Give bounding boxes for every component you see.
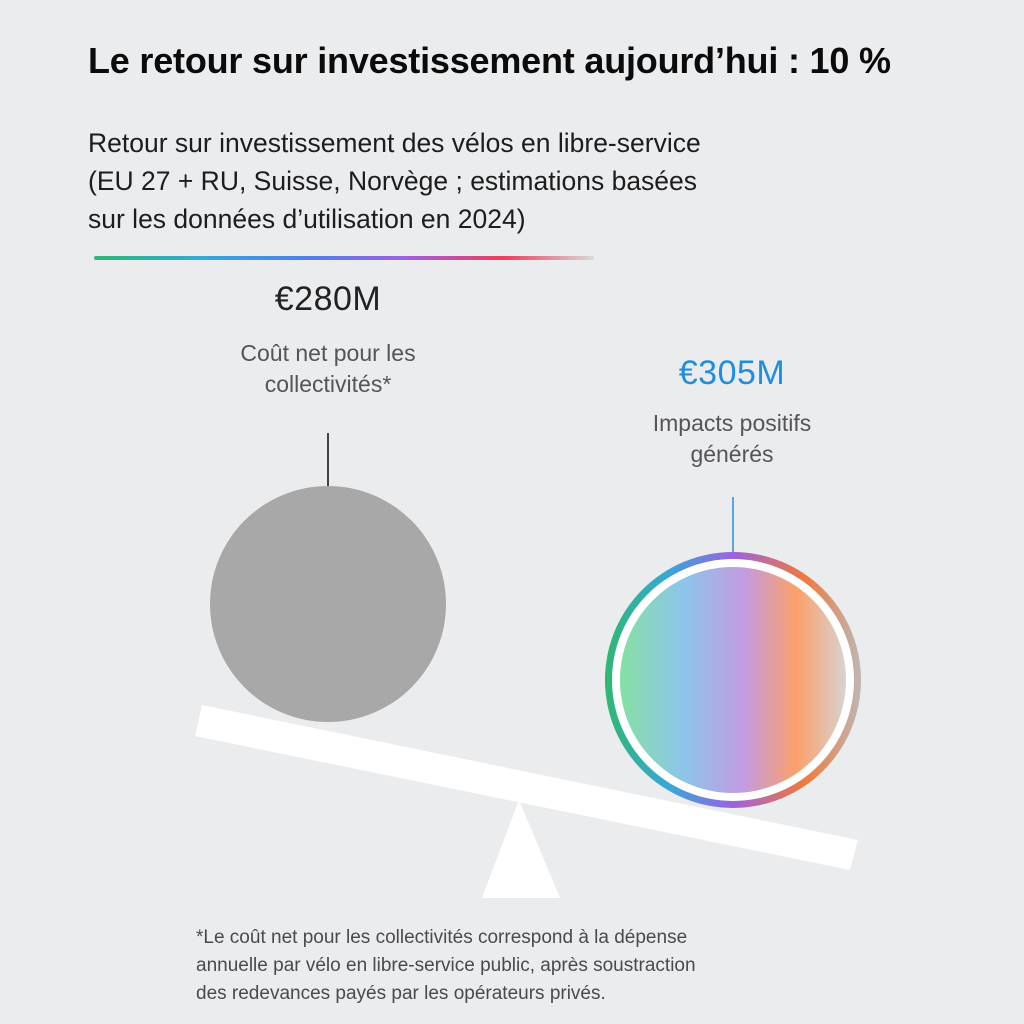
footnote-line-1: *Le coût net pour les collectivités correspond à la dépense bbox=[196, 927, 688, 948]
right-caption bbox=[592, 408, 872, 470]
footnote-line-3: des redevances payés par les opérateurs privés. bbox=[196, 983, 606, 1004]
rainbow-weight-ball bbox=[620, 567, 846, 793]
subtitle-line-3: sur les données d’utilisation en 2024) bbox=[88, 204, 526, 234]
subtitle-line-1: Retour sur investissement des vélos en libre-service bbox=[88, 128, 701, 158]
left-caption bbox=[188, 338, 468, 400]
gray-weight-ball bbox=[210, 486, 446, 722]
fulcrum-triangle bbox=[482, 800, 560, 898]
page-title: Le retour sur investissement aujourd’hui : 10 % bbox=[88, 40, 891, 81]
left-caption-line-2: collectivités* bbox=[264, 371, 392, 397]
right-caption-line-1: Impacts positifs bbox=[652, 410, 812, 436]
subtitle-line-2: (EU 27 + RU, Suisse, Norvège ; estimations basées bbox=[88, 166, 698, 196]
left-caption-line-1: Coût net pour les bbox=[240, 340, 416, 366]
right-amount: €305M bbox=[678, 354, 786, 392]
right-caption-line-2: générés bbox=[690, 441, 774, 467]
footnote bbox=[196, 924, 876, 1008]
footnote-line-2: annuelle par vélo en libre-service public, après soustraction bbox=[196, 955, 696, 976]
left-amount: €280M bbox=[274, 280, 382, 318]
